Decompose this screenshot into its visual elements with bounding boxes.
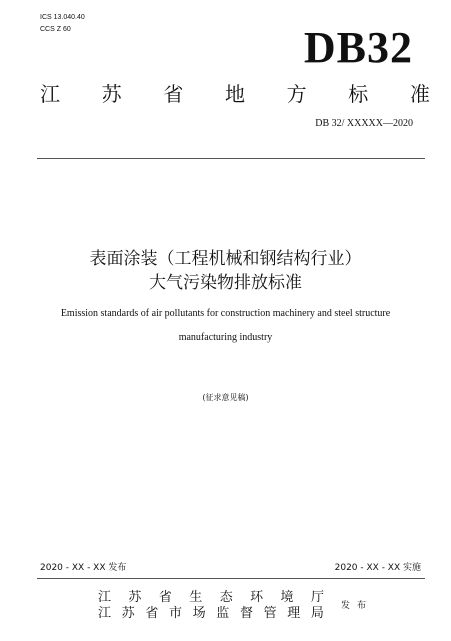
standard-type-char: 江 xyxy=(40,82,60,106)
issuer-char: 管 xyxy=(263,606,277,621)
issuer-char: 监 xyxy=(216,606,230,621)
issuer-char: 市 xyxy=(168,606,182,621)
top-divider xyxy=(37,158,425,159)
issuer-char: 局 xyxy=(310,606,324,621)
standard-type-char: 苏 xyxy=(101,82,122,106)
issue-date: 2020 - XX - XX 发布 xyxy=(40,563,127,573)
issuer-char: 理 xyxy=(287,606,301,621)
publish-label xyxy=(341,600,366,612)
standard-type-char: 方 xyxy=(286,82,307,106)
issuer-line-2 xyxy=(98,606,324,622)
issuer-char: 场 xyxy=(192,606,206,621)
issuer-char: 境 xyxy=(280,590,294,605)
issuer-char: 态 xyxy=(219,590,233,605)
title-en-line-2: manufacturing industry xyxy=(178,332,273,343)
title-zh-line-1: 表面涂装（工程机械和钢结构行业） xyxy=(89,249,362,269)
draft-status: (征求意见稿) xyxy=(202,393,249,402)
issuer-char: 苏 xyxy=(128,590,142,605)
issuer-char: 生 xyxy=(189,590,203,605)
issuer-char: 厅 xyxy=(310,590,324,605)
standard-number: DB 32/ XXXXX—2020 xyxy=(315,118,413,129)
ics-code: ICS 13.040.40 xyxy=(40,14,85,21)
standard-type-char: 准 xyxy=(409,82,430,106)
ccs-code: CCS Z 60 xyxy=(40,26,71,33)
issuer-char: 省 xyxy=(158,590,172,605)
issuer-char: 督 xyxy=(239,606,253,621)
publish-char: 发 xyxy=(341,601,351,611)
standard-type xyxy=(40,82,430,106)
db-code-mark: DB32 xyxy=(303,23,413,72)
implement-date: 2020 - XX - XX 实施 xyxy=(334,563,421,573)
issuer-char: 苏 xyxy=(121,606,135,621)
issuer-char: 江 xyxy=(98,606,112,621)
publish-char: 布 xyxy=(357,601,367,611)
standard-type-char: 省 xyxy=(163,82,184,106)
bottom-divider xyxy=(37,578,425,579)
standard-type-char: 地 xyxy=(224,82,245,106)
title-zh-line-2: 大气污染物排放标准 xyxy=(149,273,302,293)
issuer-char: 江 xyxy=(98,590,112,605)
title-en-line-1: Emission standards of air pollutants for construction machinery and steel structure xyxy=(60,308,391,319)
issuer-line-1 xyxy=(98,590,324,606)
standard-type-char: 标 xyxy=(348,82,369,106)
issuer-char: 环 xyxy=(250,590,264,605)
issuer-char: 省 xyxy=(145,606,159,621)
